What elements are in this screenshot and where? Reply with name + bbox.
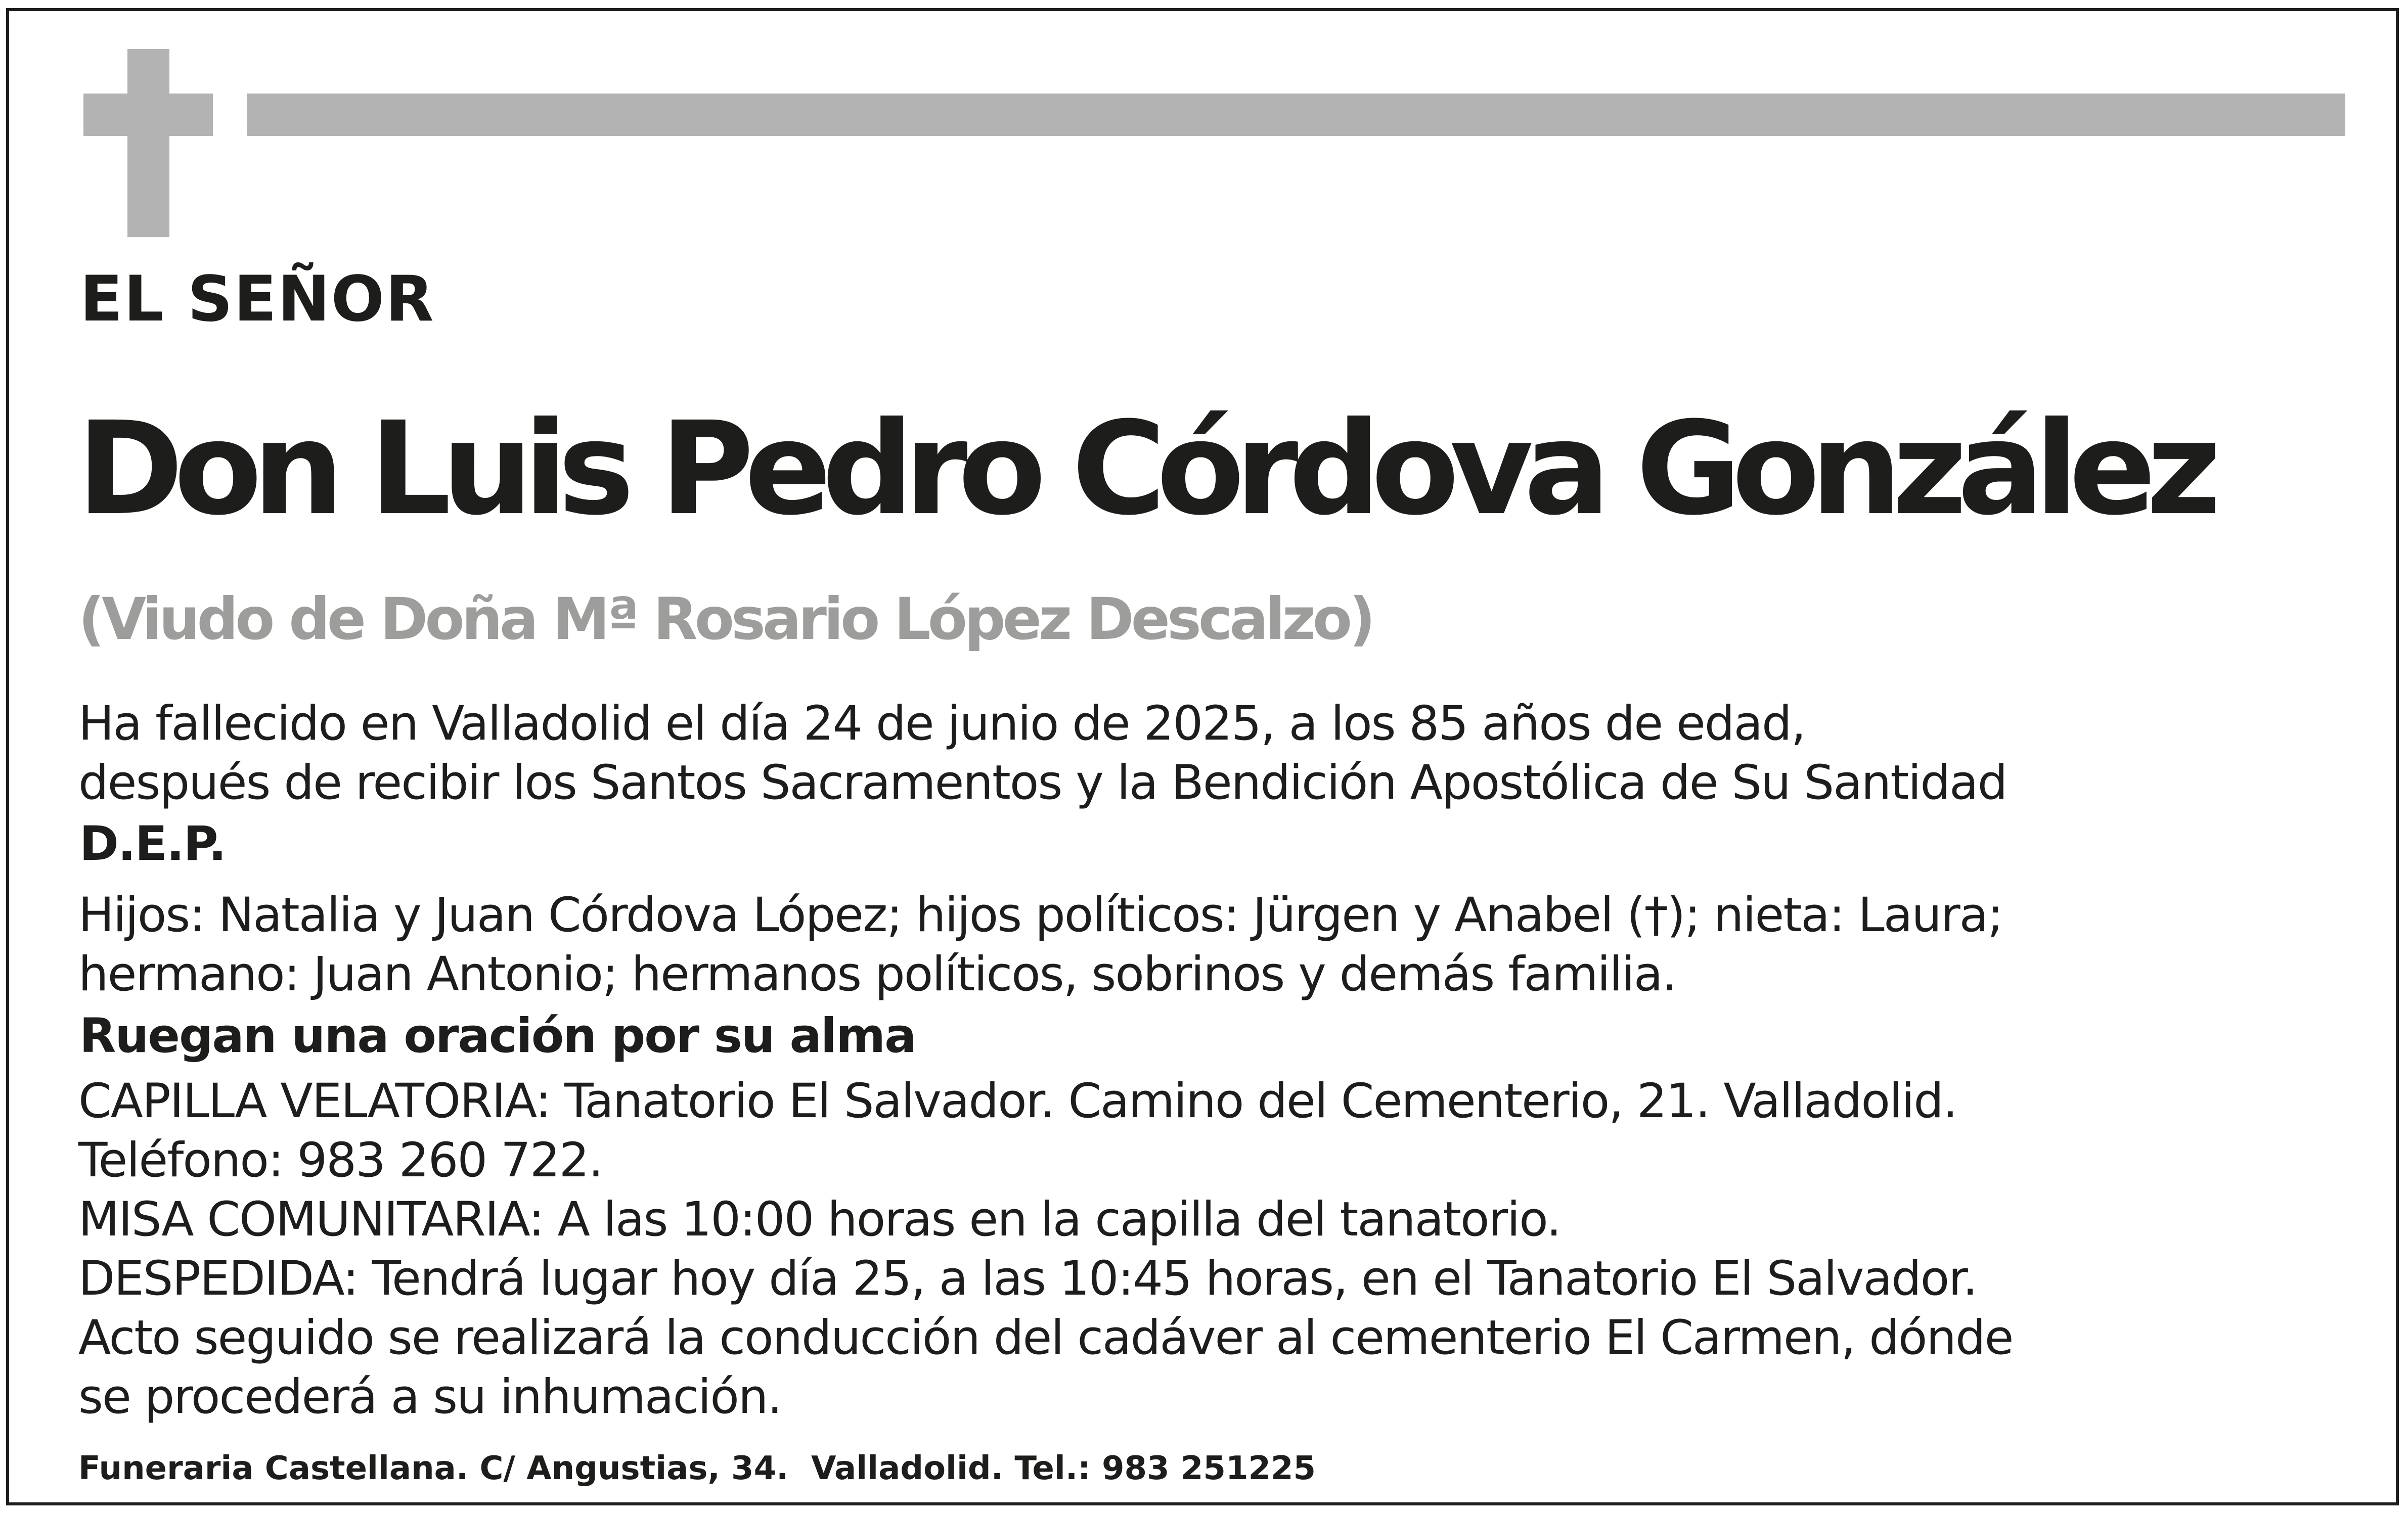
cross-icon <box>127 49 169 237</box>
ceremony-details <box>78 1072 2013 1427</box>
cross-icon-arm <box>83 94 213 136</box>
announcement-text <box>78 694 2006 812</box>
deceased-name: Don Luis Pedro Córdova González <box>77 394 2212 543</box>
details-line: Acto seguido se realizará la conducción del cadáver al cementerio El Carmen, dónde <box>78 1310 2013 1365</box>
family-line: Hijos: Natalia y Juan Córdova López; hijos políticos: Jürgen y Anabel (†); nieta: Laura; <box>78 888 2002 943</box>
prayer-request: Ruegan una oración por su alma <box>79 1008 916 1064</box>
details-line: Teléfono: 983 260 722. <box>78 1133 603 1188</box>
header-bar <box>247 94 2345 136</box>
family-line: hermano: Juan Antonio; hermanos políticos, sobrinos y demás familia. <box>78 947 1676 1002</box>
family-text <box>78 886 2002 1004</box>
details-line: se procederá a su inhumación. <box>78 1369 782 1425</box>
funeral-home-footer: Funeraria Castellana. C/ Angustias, 34. Valladolid. Tel.: 983 251225 <box>78 1450 1316 1487</box>
widow-subtitle: (Viudo de Doña Mª Rosario López Descalzo) <box>78 585 1373 653</box>
announcement-line: Ha fallecido en Valladolid el día 24 de junio de 2025, a los 85 años de edad, <box>78 696 1805 751</box>
details-line: MISA COMUNITARIA: A las 10:00 horas en la capilla del tanatorio. <box>78 1192 1561 1247</box>
details-line: CAPILLA VELATORIA: Tanatorio El Salvador. Camino del Cementerio, 21. Valladolid. <box>78 1074 1957 1129</box>
rip-label: D.E.P. <box>79 816 226 872</box>
details-line: DESPEDIDA: Tendrá lugar hoy día 25, a las 10:45 horas, en el Tanatorio El Salvador. <box>78 1251 1977 1306</box>
honorific-title: EL SEÑOR <box>80 263 435 336</box>
announcement-line: después de recibir los Santos Sacramentos y la Bendición Apostólica de Su Santidad <box>78 755 2007 810</box>
